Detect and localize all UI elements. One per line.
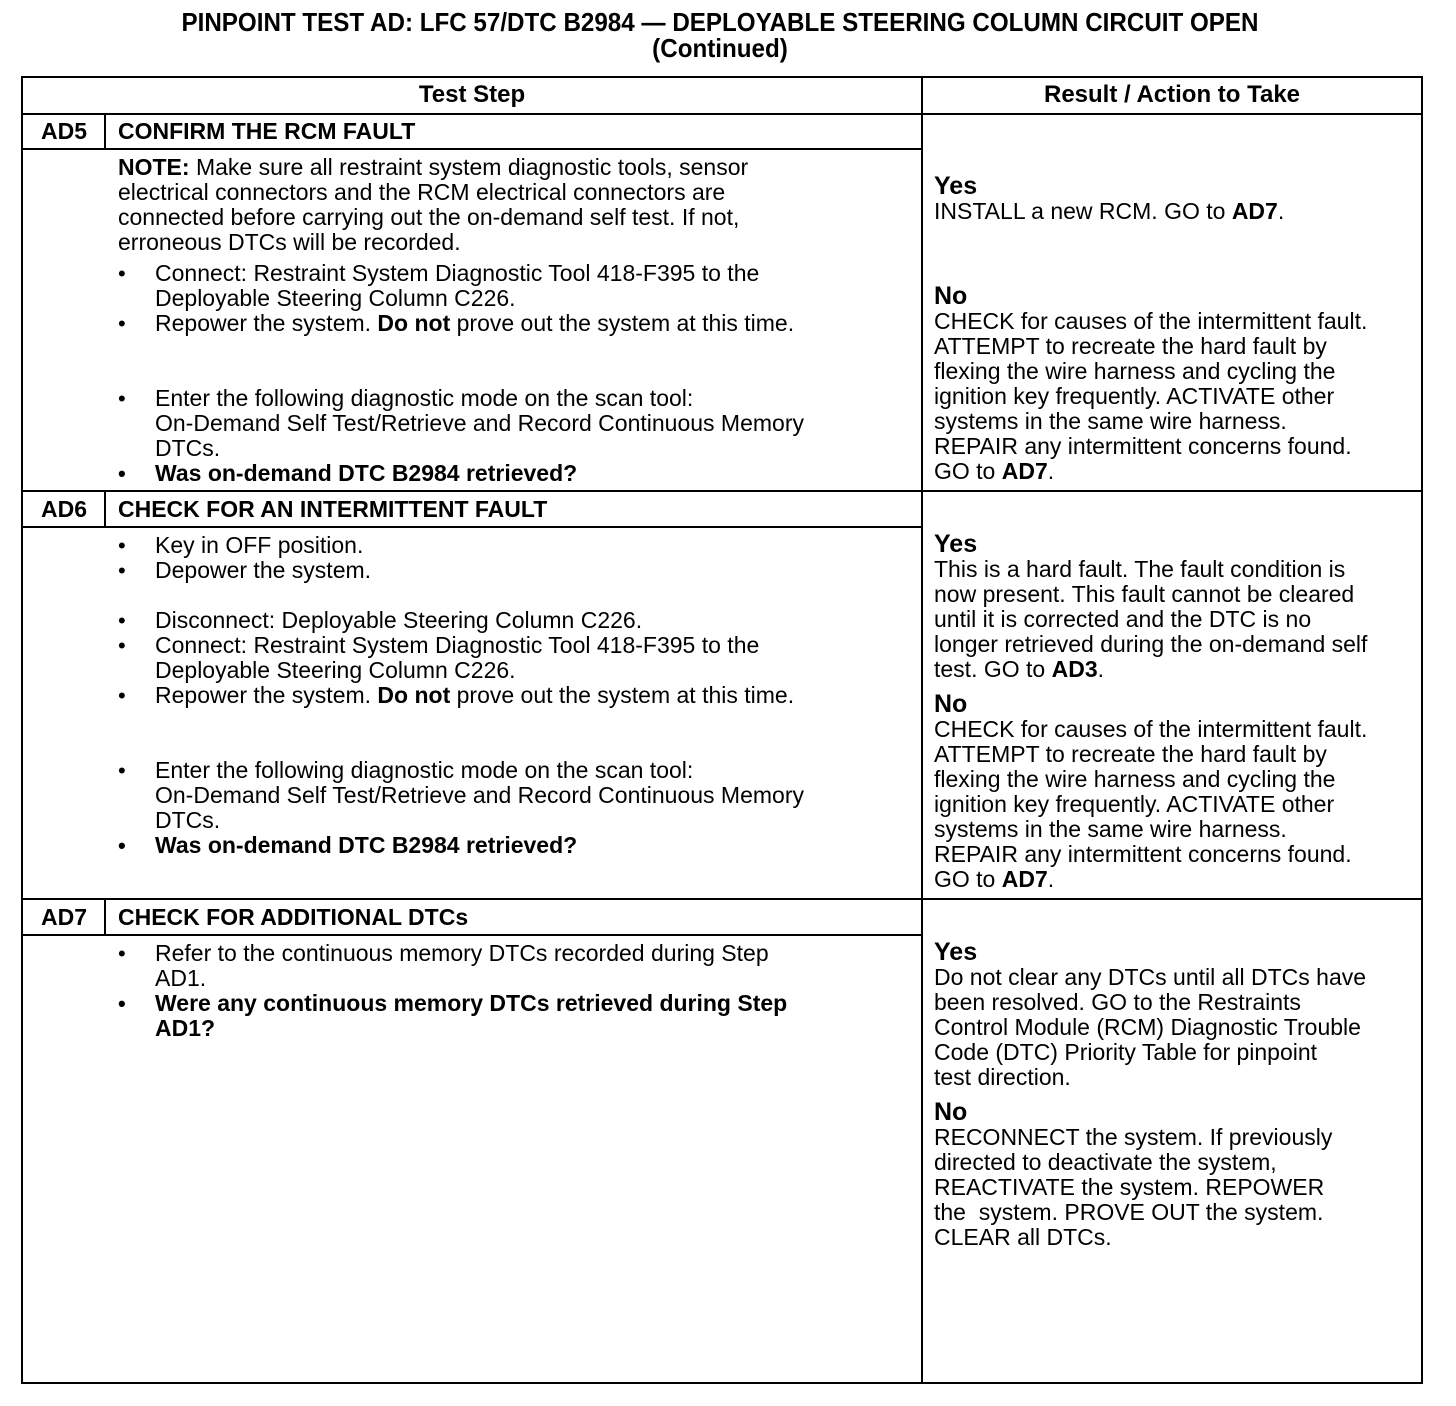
yes-action-line: been resolved. GO to the Restraints	[934, 989, 1301, 1015]
header-result-action: Result / Action to Take	[1043, 81, 1301, 108]
bullet-item: • Refer to the continuous memory DTCs recorded during Step AD1.	[118, 941, 908, 991]
ad7-title-rule	[21, 934, 923, 936]
note	[118, 155, 908, 180]
no-action-line: ignition key frequently. ACTIVATE other	[934, 383, 1335, 409]
bullet-question: • Was on-demand DTC B2984 retrieved?	[118, 833, 908, 858]
yes-action-line: Code (DTC) Priority Table for pinpoint	[934, 1039, 1318, 1065]
result-ad5	[934, 174, 1418, 484]
no-label: No	[934, 1098, 968, 1126]
bullet-question: • Were any continuous memory DTCs retrieved during Step AD1?	[118, 991, 908, 1041]
bullet-item: • Disconnect: Deployable Steering Column C226.	[118, 608, 908, 633]
step-body-ad5	[118, 155, 908, 486]
bullet-item: • Repower the system. Do not prove out the system at this time.	[118, 311, 908, 336]
no-action-line: REPAIR any intermittent concerns found.	[934, 433, 1352, 459]
bullet-item: • Enter the following diagnostic mode on the scan tool: On-Demand Self Test/Retrieve and Record Continuous Memory DTCs.	[118, 758, 908, 833]
bullet-item: • Key in OFF position.	[118, 533, 908, 558]
no-action-line: RECONNECT the system. If previously	[934, 1124, 1333, 1150]
step-link[interactable]: AD7	[1231, 198, 1278, 224]
ad7-rule	[21, 898, 1423, 900]
bullet-item: • Enter the following diagnostic mode on the scan tool: On-Demand Self Test/Retrieve and Record Continuous Memory DTCs.	[118, 386, 908, 461]
header-rule	[21, 113, 1423, 115]
step-body-ad6	[118, 533, 908, 858]
step-link[interactable]: AD7	[1001, 458, 1048, 484]
step-id-ad7: AD7	[40, 904, 87, 930]
no-action-line: CHECK for causes of the intermittent fault.	[934, 308, 1368, 334]
ad6-rule	[21, 490, 1423, 492]
no-action-line: systems in the same wire harness.	[934, 408, 1287, 434]
step-id-ad5: AD5	[40, 118, 87, 144]
yes-label: Yes	[934, 530, 978, 558]
yes-action-line: now present. This fault cannot be cleared	[934, 581, 1355, 607]
no-action-line: REPAIR any intermittent concerns found.	[934, 841, 1352, 867]
bullet-item: • Connect: Restraint System Diagnostic Tool 418-F395 to the Deployable Steering Column C226.	[118, 261, 908, 311]
result-ad7	[934, 940, 1418, 1250]
yes-action-line: Do not clear any DTCs until all DTCs have	[934, 964, 1367, 990]
note-line: electrical connectors and the RCM electrical connectors are	[118, 179, 726, 205]
no-action-line: the system. PROVE OUT the system.	[934, 1199, 1324, 1225]
note-label: NOTE:	[118, 154, 190, 180]
no-action-line: CLEAR all DTCs.	[934, 1224, 1112, 1250]
header-test-step: Test Step	[418, 81, 526, 108]
no-action-line: ATTEMPT to recreate the hard fault by	[934, 333, 1327, 359]
no-action-line: GO to AD7.	[934, 866, 1055, 892]
no-action-line: REACTIVATE the system. REPOWER	[934, 1174, 1325, 1200]
no-action-line: ignition key frequently. ACTIVATE other	[934, 791, 1335, 817]
ad6-title-rule	[21, 526, 923, 528]
note-line: connected before carrying out the on-demand self test. If not,	[118, 204, 740, 230]
step-id-ad6: AD6	[40, 496, 87, 522]
note-line: erroneous DTCs will be recorded.	[118, 229, 461, 255]
yes-action-line: test direction.	[934, 1064, 1071, 1090]
yes-action-line: longer retrieved during the on-demand self	[934, 631, 1368, 657]
no-action-line: flexing the wire harness and cycling the	[934, 766, 1336, 792]
step-title-ad7: CHECK FOR ADDITIONAL DTCs	[118, 904, 469, 930]
step-link[interactable]: AD3	[1051, 656, 1098, 682]
no-action-line: GO to AD7.	[934, 458, 1055, 484]
no-action-line: directed to deactivate the system,	[934, 1149, 1277, 1175]
yes-action-line: Control Module (RCM) Diagnostic Trouble	[934, 1014, 1361, 1040]
yes-label: Yes	[934, 172, 978, 200]
bullet-item: • Connect: Restraint System Diagnostic Tool 418-F395 to the Deployable Steering Column C226.	[118, 633, 908, 683]
note-text: Make sure all restraint system diagnostic tools, sensor	[189, 154, 749, 180]
no-action-line: systems in the same wire harness.	[934, 816, 1287, 842]
step-body-ad7	[118, 941, 908, 1041]
result-ad6	[934, 532, 1418, 892]
no-action-line: ATTEMPT to recreate the hard fault by	[934, 741, 1327, 767]
step-title-ad5: CONFIRM THE RCM FAULT	[118, 118, 416, 144]
bullet-question: • Was on-demand DTC B2984 retrieved?	[118, 461, 908, 486]
title-line-1: PINPOINT TEST AD: LFC 57/DTC B2984 — DEPLOYABLE STEERING COLUMN CIRCUIT OPEN	[181, 7, 1259, 37]
title-line-2: (Continued)	[652, 33, 788, 63]
step-title-ad6: CHECK FOR AN INTERMITTENT FAULT	[118, 496, 548, 522]
page-title	[50, 9, 1389, 61]
no-label: No	[934, 690, 968, 718]
no-action-line: flexing the wire harness and cycling the	[934, 358, 1336, 384]
yes-label: Yes	[934, 938, 978, 966]
yes-action-line: until it is corrected and the DTC is no	[934, 606, 1312, 632]
step-link[interactable]: AD7	[1001, 866, 1048, 892]
column-divider	[921, 76, 923, 1384]
yes-action: INSTALL a new RCM. GO to AD7.	[934, 198, 1285, 224]
bullet-item: • Depower the system.	[118, 558, 908, 583]
no-label: No	[934, 282, 968, 310]
yes-action-line: test. GO to AD3.	[934, 656, 1105, 682]
ad5-title-rule	[21, 148, 923, 150]
yes-action-line: This is a hard fault. The fault condition is	[934, 556, 1346, 582]
bullet-item: • Repower the system. Do not prove out the system at this time.	[118, 683, 908, 708]
no-action-line: CHECK for causes of the intermittent fault.	[934, 716, 1368, 742]
